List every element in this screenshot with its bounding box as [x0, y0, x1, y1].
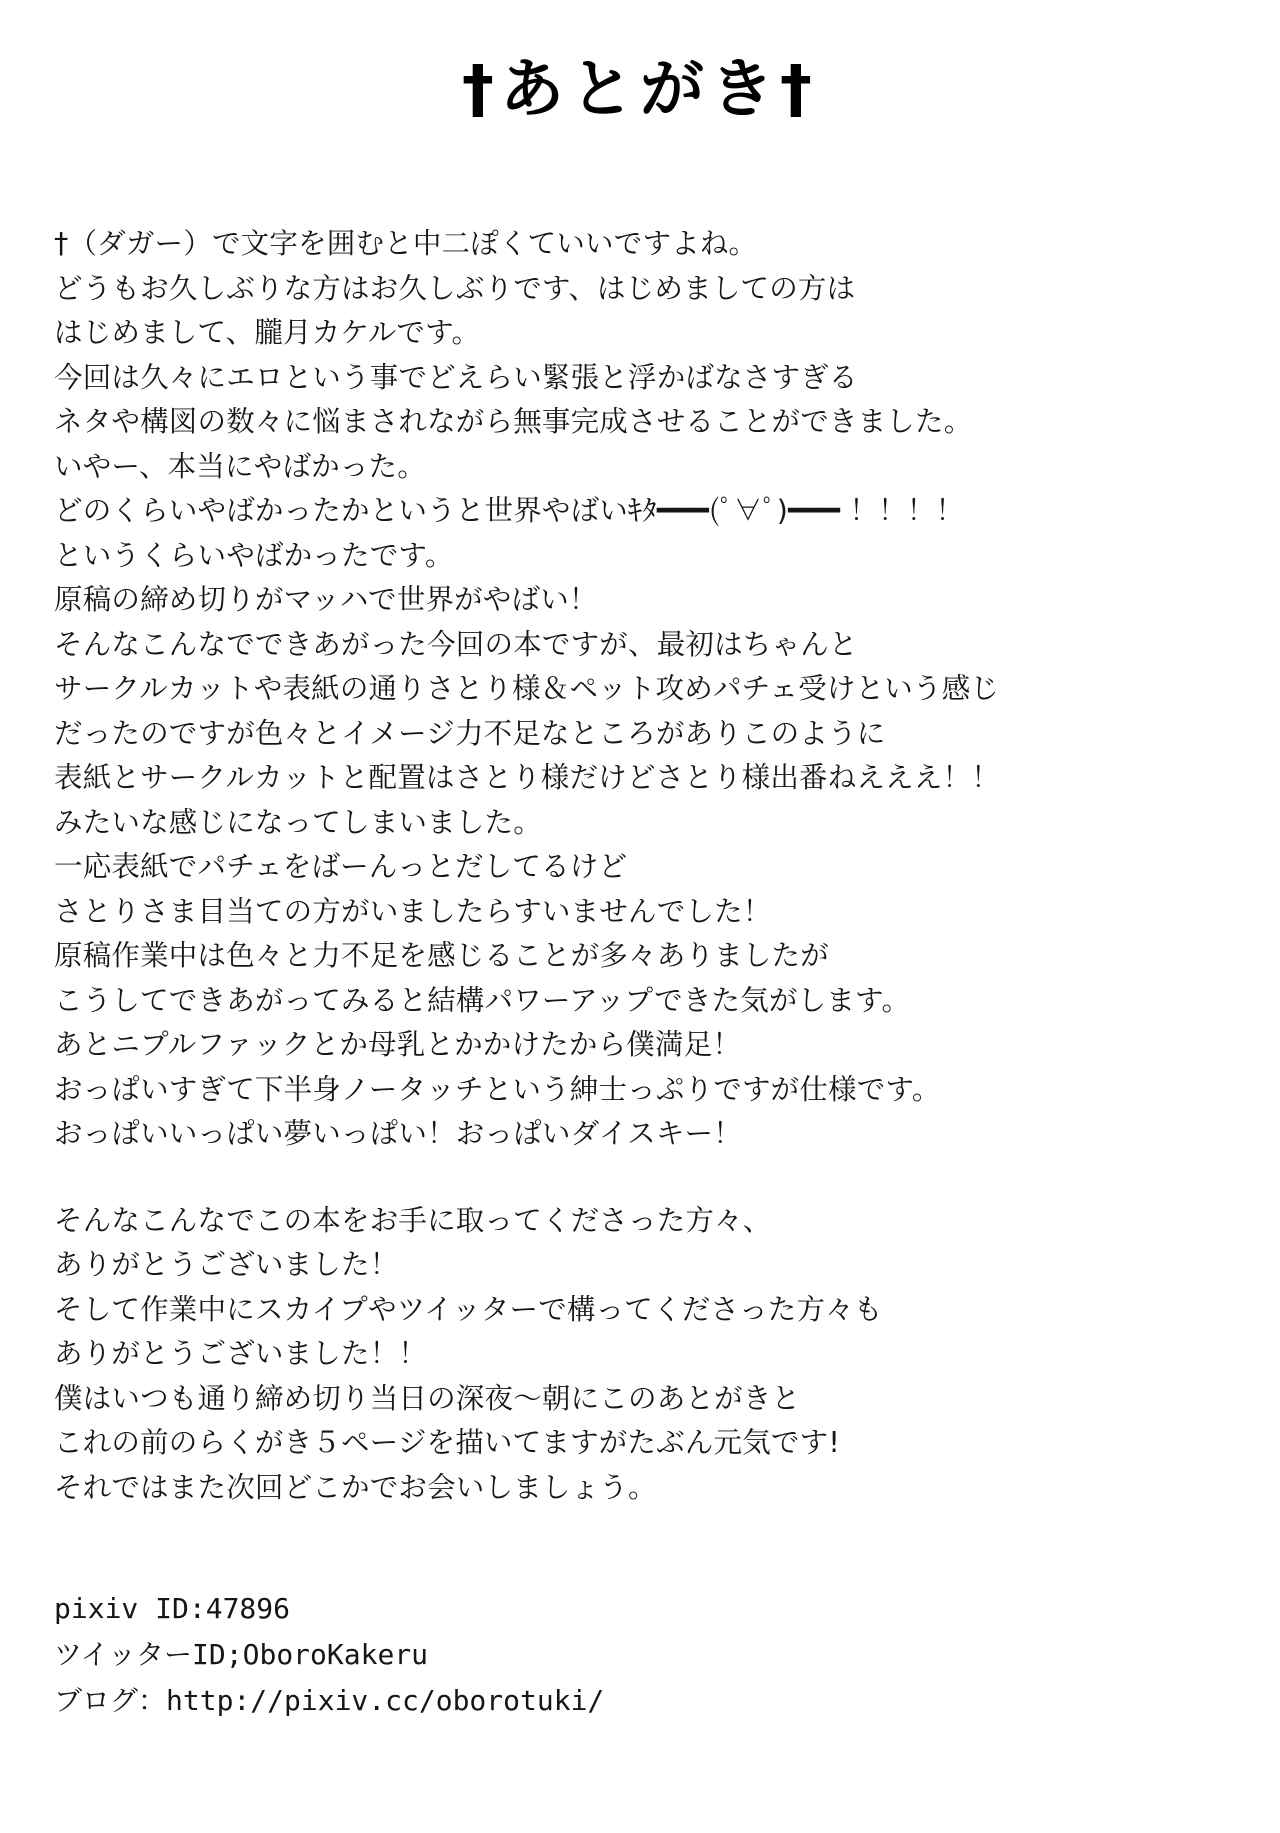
text-line: そんなこんなでできあがった今回の本ですが、最初はちゃんと — [54, 627, 858, 661]
text-line: 原稿作業中は色々と力不足を感じることが多々ありましたが — [54, 939, 829, 972]
page-title: †あとがき† — [462, 53, 818, 127]
pixiv-id: pixiv ID:47896 — [54, 1592, 291, 1625]
twitter-id: ツイッターID;OboroKakeru — [54, 1638, 429, 1671]
text-line: さとりさま目当ての方がいましたらすいませんでした！ — [54, 894, 772, 928]
text-line: だったのですが色々とイメージ力不足なところがありこのように — [54, 716, 886, 750]
text-line: あとニプルファックとか母乳とかかけたから僕満足！ — [54, 1028, 742, 1061]
text-line: みたいな感じになってしまいました。 — [54, 805, 542, 839]
text-line: そして作業中にスカイプやツイッターで構ってくださった方々も — [54, 1292, 883, 1326]
text-line: 表紙とサークルカットと配置はさとり様だけどさとり様出番ねえええ！！ — [54, 761, 1000, 794]
text-line: サークルカットや表紙の通りさとり様＆ペット攻めパチェ受けという感じ — [54, 672, 1000, 705]
text-line: これの前のらくがき５ページを描いてますがたぶん元気です! — [54, 1426, 840, 1459]
text-line: 僕はいつも通り締め切り当日の深夜～朝にこのあとがきと — [54, 1381, 801, 1415]
text-line: 原稿の締め切りがマッハで世界がやばい！ — [54, 583, 598, 616]
text-line: 一応表紙でパチェをばーんっとだしてるけど — [54, 850, 628, 883]
text-line: というくらいやばかったです。 — [54, 538, 454, 572]
text-line: ありがとうございました！！ — [54, 1337, 428, 1370]
contact-info — [54, 1586, 1234, 1724]
text-line: おっぱいいっぱい夢いっぱい！おっぱいダイスキー！ — [54, 1117, 742, 1150]
text-line: ネタや構図の数々に悩まされながら無事完成させることができました。 — [54, 405, 973, 438]
text-line: はじめまして、朧月カケルです。 — [54, 316, 481, 349]
text-line: おっぱいすぎて下半身ノータッチという紳士っぷりですが仕様です。 — [54, 1072, 941, 1106]
text-line: いやー、本当にやばかった。 — [54, 449, 426, 483]
text-line: どのくらいやばかったかというと世界やばいｷﾀ━━━(ﾟ∀ﾟ)━━━ ！！！！ — [54, 494, 965, 527]
text-line: どうもお久しぶりな方はお久しぶりです、はじめましての方は — [54, 271, 856, 305]
text-line: 今回は久々にエロという事でどえらい緊張と浮かばなさすぎる — [54, 360, 858, 394]
afterword-body — [54, 222, 1234, 1510]
text-line: †（ダガー）で文字を囲むと中二ぽくていいですよね。 — [54, 227, 758, 260]
text-line: ありがとうございました！ — [54, 1248, 399, 1281]
paragraph-thanks — [54, 1199, 1234, 1511]
text-line: こうしてできあがってみると結構パワーアップできた気がします。 — [54, 983, 911, 1017]
blog-url[interactable]: ブログ：http://pixiv.cc/oborotuki/ — [54, 1684, 605, 1717]
text-line: そんなこんなでこの本をお手に取ってくださった方々、 — [54, 1203, 772, 1237]
paragraph-main — [54, 222, 1234, 1157]
text-line: それではまた次回どこかでお会いしましょう。 — [54, 1470, 657, 1504]
